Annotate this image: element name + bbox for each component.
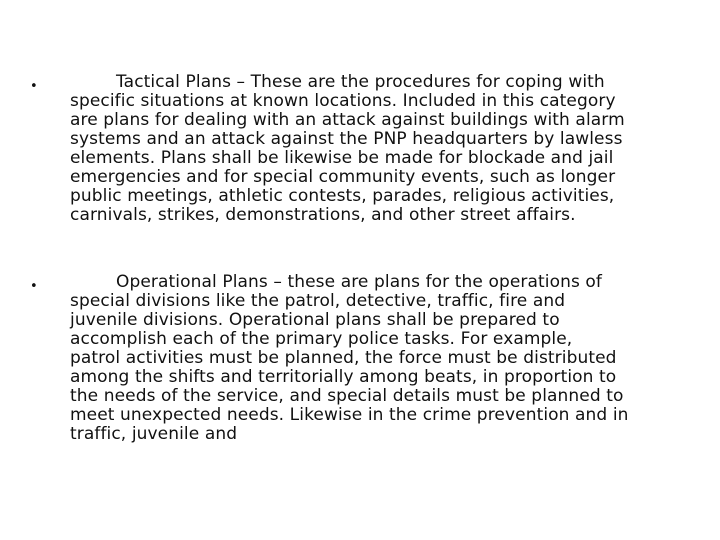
bullet-paragraph: [70, 273, 714, 444]
paragraph-line: elements. Plans shall be likewise be made for blockade and jail: [70, 148, 614, 168]
definition-text: – These are the procedures for coping with: [231, 72, 605, 92]
paragraph-line: systems and an attack against the PNP headquarters by lawless: [70, 129, 623, 149]
paragraph-line: juvenile divisions. Operational plans shall be prepared to: [70, 310, 560, 330]
paragraph-line: specific situations at known locations. Included in this category: [70, 91, 616, 111]
paragraph-line: are plans for dealing with an attack against buildings with alarm: [70, 110, 625, 130]
paragraph-line: traffic, juvenile and: [70, 424, 238, 444]
paragraph-line: [70, 73, 714, 92]
definition-text: – these are plans for the operations of: [267, 272, 603, 292]
paragraph-line: emergencies and for special community events, such as longer: [70, 167, 616, 187]
bullet-marker: •: [30, 79, 38, 94]
bullet-marker: •: [30, 279, 38, 294]
bullet-item-operational-plans: [30, 273, 714, 444]
paragraph-line: the needs of the service, and special details must be planned to: [70, 386, 624, 406]
paragraph-line: [70, 273, 714, 292]
paragraph-line: patrol activities must be planned, the force must be distributed: [70, 348, 617, 368]
paragraph-line: public meetings, athletic contests, parades, religious activities,: [70, 186, 615, 206]
paragraph-line: carnivals, strikes, demonstrations, and other street affairs.: [70, 205, 576, 225]
paragraph-line: among the shifts and territorially among beats, in proportion to: [70, 367, 617, 387]
bullet-item-tactical-plans: [30, 73, 714, 225]
paragraph-line: special divisions like the patrol, detective, traffic, fire and: [70, 291, 566, 311]
paragraph-line: accomplish each of the primary police tasks. For example,: [70, 329, 573, 349]
bullet-paragraph: [70, 73, 714, 225]
term-tactical-plans: Tactical Plans: [116, 72, 232, 92]
term-operational-plans: Operational Plans: [116, 272, 268, 292]
paragraph-line: meet unexpected needs. Likewise in the crime prevention and in: [70, 405, 629, 425]
